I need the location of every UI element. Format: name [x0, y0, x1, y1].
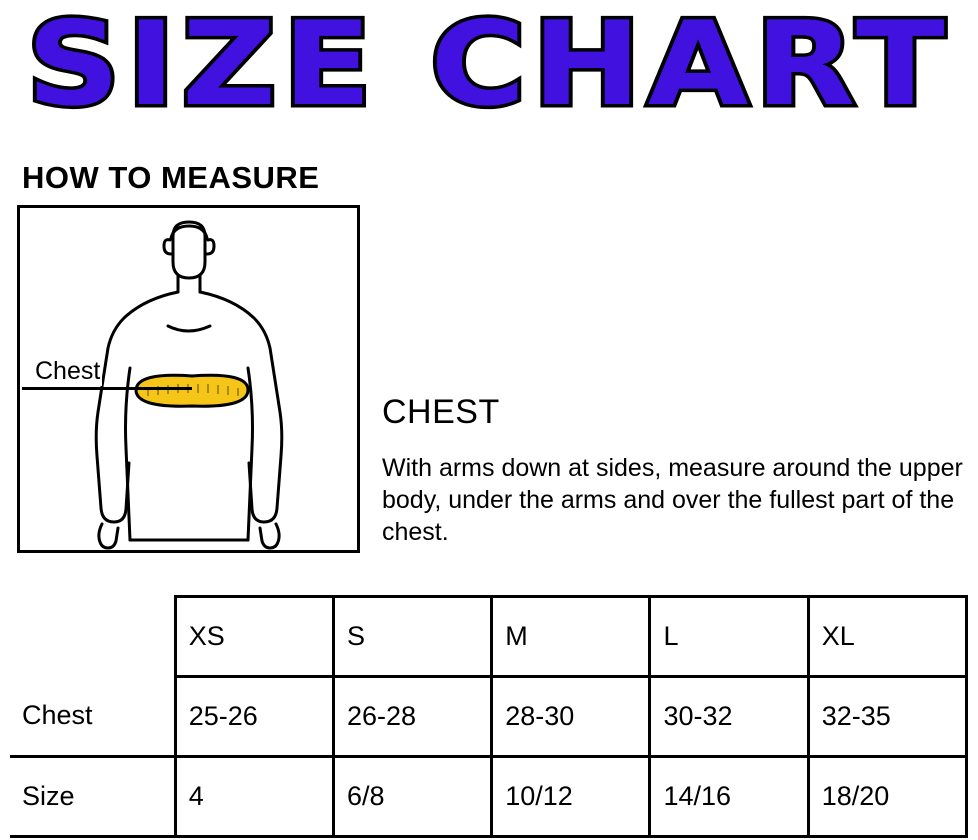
page-title: SIZE CHART	[26, 0, 952, 132]
table-cell: 25-26	[175, 677, 333, 757]
size-table	[10, 595, 968, 838]
table-cell: 18/20	[808, 757, 966, 837]
table-col-header: S	[333, 597, 491, 677]
table-row-header: Size	[10, 757, 175, 837]
table-cell: 10/12	[492, 757, 650, 837]
tape-measure	[136, 375, 248, 406]
description-body: With arms down at sides, measure around the upper body, under the arms and over the fullest part of the chest.	[382, 454, 963, 546]
how-to-measure-heading: HOW TO MEASURE	[22, 160, 320, 195]
table-cell: 32-35	[808, 677, 966, 757]
table-cell: 4	[175, 757, 333, 837]
table-row	[10, 757, 967, 837]
table-header-row	[10, 597, 967, 677]
description-heading: CHEST	[382, 393, 500, 431]
table-corner-cell	[10, 597, 175, 677]
table-cell: 30-32	[650, 677, 808, 757]
table-cell: 6/8	[333, 757, 491, 837]
table-cell: 28-30	[492, 677, 650, 757]
chest-leader-line	[22, 387, 192, 390]
table-cell: 14/16	[650, 757, 808, 837]
table-col-header: M	[492, 597, 650, 677]
table-row-header: Chest	[10, 677, 175, 757]
table-col-header: XS	[175, 597, 333, 677]
chest-measure-label: Chest	[35, 357, 101, 385]
table-cell: 26-28	[333, 677, 491, 757]
table-row	[10, 677, 967, 757]
table-col-header: XL	[808, 597, 966, 677]
table-col-header: L	[650, 597, 808, 677]
